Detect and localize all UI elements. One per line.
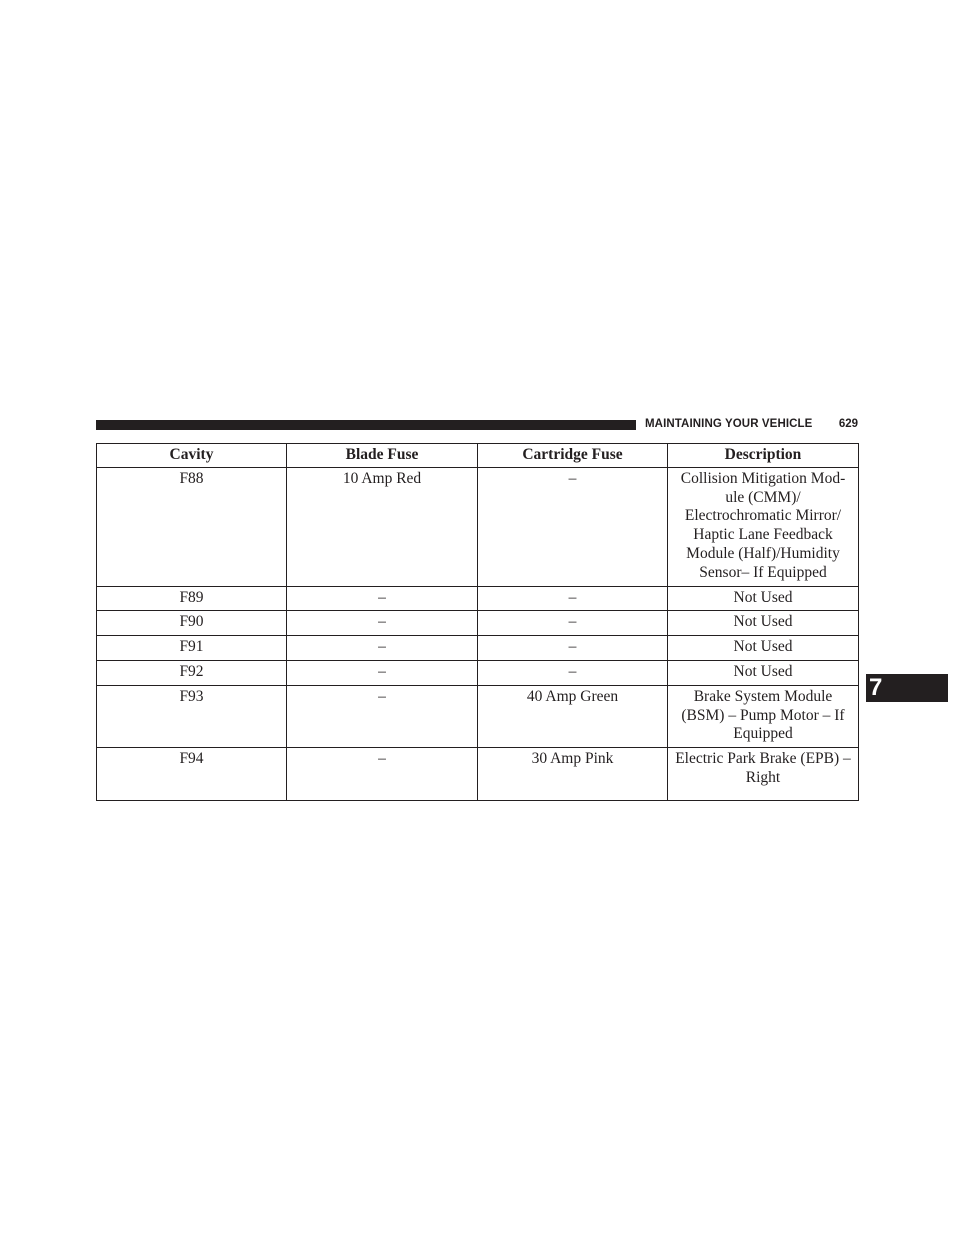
header-rule [96,420,636,430]
blade-fuse-cell: 10 Amp Red [287,467,478,586]
cavity-cell: F90 [97,611,287,636]
cavity-cell: F91 [97,636,287,661]
chapter-tab: 7 [866,674,948,702]
column-header-cavity: Cavity [97,444,287,468]
cartridge-fuse-cell: 40 Amp Green [478,685,668,747]
description-cell: Electric Park Brake (EPB) – Right [668,748,859,801]
table-row [97,636,859,661]
table-row [97,748,859,801]
blade-fuse-cell: – [287,660,478,685]
table-header-row [97,444,859,468]
blade-fuse-cell: – [287,586,478,611]
fuse-table [96,443,859,801]
table-row [97,467,859,586]
description-cell: Not Used [668,660,859,685]
table-row [97,611,859,636]
section-title: MAINTAINING YOUR VEHICLE [645,418,813,430]
column-header-cartridge-fuse: Cartridge Fuse [478,444,668,468]
cavity-cell: F88 [97,467,287,586]
cartridge-fuse-cell: – [478,467,668,586]
description-cell: Not Used [668,586,859,611]
cartridge-fuse-cell: – [478,586,668,611]
blade-fuse-cell: – [287,748,478,801]
description-cell: Not Used [668,611,859,636]
blade-fuse-cell: – [287,685,478,747]
cavity-cell: F89 [97,586,287,611]
table-row [97,685,859,747]
table-row [97,586,859,611]
cavity-cell: F92 [97,660,287,685]
page-number: 629 [838,418,858,430]
column-header-description: Description [668,444,859,468]
cartridge-fuse-cell: – [478,611,668,636]
description-cell: Brake System Module (BSM) – Pump Motor – If Equipped [668,685,859,747]
cavity-cell: F93 [97,685,287,747]
cartridge-fuse-cell: – [478,660,668,685]
cavity-cell: F94 [97,748,287,801]
blade-fuse-cell: – [287,636,478,661]
description-cell: Collision Mitigation Mod-ule (CMM)/ Electrochromatic Mirror/ Haptic Lane Feedback Module (Half)/Humidity Sensor– If Equipped [668,467,859,586]
cartridge-fuse-cell: – [478,636,668,661]
column-header-blade-fuse: Blade Fuse [287,444,478,468]
description-cell: Not Used [668,636,859,661]
blade-fuse-cell: – [287,611,478,636]
cartridge-fuse-cell: 30 Amp Pink [478,748,668,801]
table-row [97,660,859,685]
